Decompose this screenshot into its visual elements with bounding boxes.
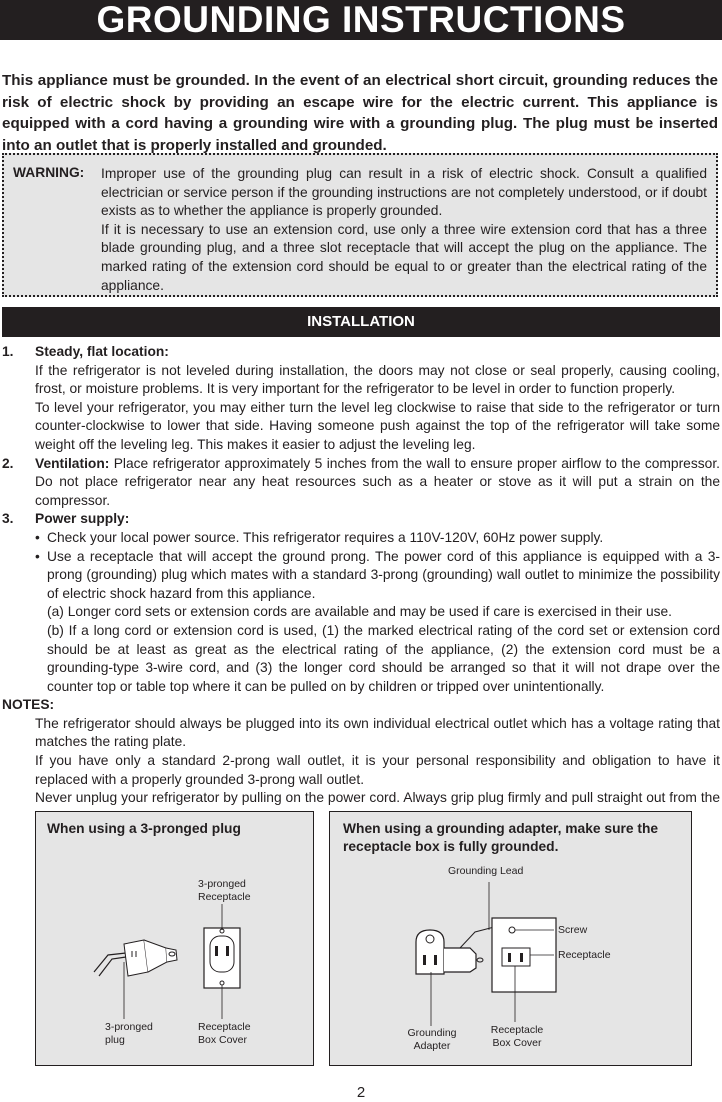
- label-screw: Screw: [558, 924, 588, 936]
- figure-grounding-adapter: [329, 811, 692, 1066]
- bullet-text: Check your local power source. This refrigerator requires a 110V-120V, 60Hz power supply.: [47, 529, 604, 545]
- bullet-text: Use a receptacle that will accept the ground prong. The power cord of this appliance is equipped with a 3-prong (grounding) plug which mates with a standard 3-prong (grounding) wall outlet to minimize the possibility of electric shock hazard from this appliance.: [47, 548, 720, 601]
- label-grounding-adapter: Grounding Adapter: [407, 1027, 457, 1052]
- bullet-item: [35, 548, 720, 697]
- label-receptacle: 3-pronged Receptacle: [198, 878, 251, 903]
- item-number: 3.: [2, 511, 14, 527]
- item-text: To level your refrigerator, you may either turn the level leg clockwise to raise that side to the refrigerator or turn counter-clockwise to lower that side. Having someone push against the top of the refrigerator will take some weight off the leveling leg. This makes it easier to adjust the leveling leg.: [35, 399, 720, 452]
- item-number: 1.: [2, 344, 14, 359]
- installation-body: [2, 343, 720, 826]
- item-ventilation: [2, 455, 720, 511]
- notes-section: [2, 696, 720, 826]
- item-text: Place refrigerator approximately 5 inches from the wall to ensure proper airflow to the compressor. Do not place refrigerator near any heat resources such as a heater or stove as it will put a strain on the compressor.: [35, 455, 720, 508]
- figure-title: When using a grounding adapter, make sure the receptacle box is fully grounded.: [343, 821, 659, 854]
- warning-label: WARNING:: [13, 165, 85, 180]
- page-number: 2: [356, 1084, 366, 1101]
- sub-item-a: (a) Longer cord sets or extension cords are available and may be used if care is exercised in their use.: [47, 604, 673, 620]
- label-receptacle-box-cover: Receptacle Box Cover: [490, 1024, 544, 1049]
- notes-heading: NOTES:: [2, 697, 55, 713]
- note-paragraph: Never unplug your refrigerator by pulling on the power cord. Always grip plug firmly and pull straight out from the: [35, 790, 720, 806]
- three-prong-illustration: [36, 812, 315, 1067]
- item-location: [2, 343, 720, 455]
- sub-item-b: (b) If a long cord or extension cord is used, (1) the marked electrical rating of the cord set or extension cord should be at least as great as the electrical rating of the appliance, (2) the extension cord must be a grounding-type 3-wire cord, and (3) the longer cord should be arranged so that it will not drape over the counter top or table top where it can be pulled on by children or tripped over unintentionally.: [47, 622, 720, 694]
- item-title: Steady, flat location:: [35, 344, 169, 359]
- figure-three-prong-plug: [35, 811, 314, 1066]
- label-receptacle: Receptacle: [558, 949, 611, 961]
- warning-box: [2, 153, 718, 297]
- bullet-item: [35, 529, 720, 548]
- item-number: 2.: [2, 455, 14, 471]
- page-title: GROUNDING INSTRUCTIONS: [96, 0, 626, 40]
- label-plug: 3-pronged plug: [105, 1021, 153, 1046]
- item-power-supply: [2, 510, 720, 696]
- warning-body: [101, 165, 707, 295]
- note-paragraph: The refrigerator should always be plugged into its own individual electrical outlet which has a voltage rating that matches the rating plate.: [35, 715, 720, 750]
- bullet-icon: •: [35, 529, 40, 545]
- warning-paragraph-1: Improper use of the grounding plug can result in a risk of electric shock. Consult a qualified electrician or service person if the grounding instructions are not completely understood, or if doubt exists as to whether the appliance is properly grounded.: [101, 166, 707, 219]
- item-title: Ventilation:: [35, 455, 110, 471]
- installation-header: [2, 307, 720, 337]
- label-grounding-lead: Grounding Lead: [448, 865, 524, 877]
- warning-paragraph-2: If it is necessary to use an extension cord, use only a three wire extension cord that has a three blade grounding plug, and a three slot receptacle that will accept the plug on the appliance. The marked rating of the extension cord should be equal to or greater than the electrical rating of the appliance.: [101, 221, 707, 293]
- figure-title: When using a 3-pronged plug: [47, 821, 241, 836]
- note-paragraph: If you have only a standard 2-prong wall outlet, it is your personal responsibility and obligation to have it replaced with a properly grounded 3-prong wall outlet.: [35, 753, 720, 787]
- item-text: If the refrigerator is not leveled during installation, the doors may not close or seal properly, causing cooling, frost, or moisture problems. It is very important for the refrigerator to be level in order to function properly.: [35, 362, 720, 397]
- intro-paragraph: This appliance must be grounded. In the event of an electrical short circuit, grounding reduces the risk of electric shock by providing an escape wire for the electric current. This appliance is equipped with a cord having a grounding wire with a grounding plug. The plug must be inserted into an outlet that is properly installed and grounded.: [2, 72, 718, 154]
- bullet-icon: •: [35, 548, 40, 564]
- label-receptacle-box-cover: Receptacle Box Cover: [198, 1021, 251, 1046]
- installation-heading: INSTALLATION: [307, 313, 415, 330]
- item-title: Power supply:: [35, 511, 130, 527]
- title-bar: [0, 0, 722, 40]
